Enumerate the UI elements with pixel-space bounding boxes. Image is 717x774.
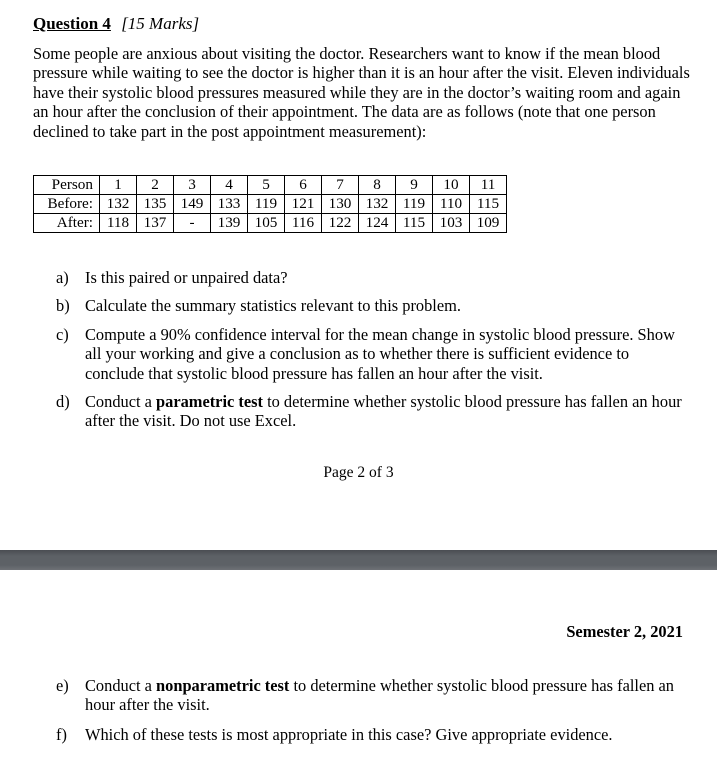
table-cell: 137	[137, 214, 174, 233]
table-cell: 132	[359, 195, 396, 214]
question-title	[33, 14, 199, 34]
table-cell: 3	[174, 176, 211, 195]
question-parts-page-2	[56, 676, 686, 744]
table-cell: 139	[211, 214, 248, 233]
table-cell: 132	[100, 195, 137, 214]
semester-header: Semester 2, 2021	[566, 622, 683, 641]
table-cell: 8	[359, 176, 396, 195]
table-cell: 118	[100, 214, 137, 233]
table-cell: 149	[174, 195, 211, 214]
question-part-a	[56, 268, 686, 287]
row-label: Before:	[34, 195, 100, 214]
table-row-person	[34, 176, 507, 195]
table-row-before	[34, 195, 507, 214]
table-cell: 103	[433, 214, 470, 233]
part-text-post: to determine whether systolic blood pressure has fallen an hour after the visit. Do not use Excel.	[85, 392, 682, 431]
table-cell: 109	[470, 214, 507, 233]
table-cell: 9	[396, 176, 433, 195]
table-row-after	[34, 214, 507, 233]
table-cell: 10	[433, 176, 470, 195]
table-cell: 11	[470, 176, 507, 195]
page-number: Page 2 of 3	[323, 464, 394, 481]
table-cell: 1	[100, 176, 137, 195]
part-label: f)	[56, 724, 67, 744]
part-text: Compute a 90% confidence interval for the mean change in systolic blood pressure. Show all your working and give a conclusion as to whether there is sufficient evidence to conclude that systolic blood pressure has fallen an hour after the visit.	[85, 324, 675, 383]
question-part-f	[56, 725, 686, 744]
part-label: b)	[56, 296, 70, 316]
table-cell: -	[174, 214, 211, 233]
table-cell: 7	[322, 176, 359, 195]
question-part-e	[56, 676, 686, 715]
table-cell: 133	[211, 195, 248, 214]
table-cell: 4	[211, 176, 248, 195]
table-cell: 121	[285, 195, 322, 214]
part-text-pre: Conduct a	[85, 392, 157, 412]
table-cell: 110	[433, 195, 470, 214]
page-2	[0, 570, 717, 774]
table-cell: 124	[359, 214, 396, 233]
question-marks: [15 Marks]	[121, 14, 200, 33]
table-cell: 115	[470, 195, 507, 214]
table-cell: 130	[322, 195, 359, 214]
table-cell: 115	[396, 214, 433, 233]
part-text-bold: parametric test	[156, 392, 263, 412]
row-label: After:	[34, 214, 100, 233]
question-intro: Some people are anxious about visiting the doctor. Researchers want to know if the mean blood pressure while waiting to see the doctor is higher than it is an hour after the visit. Eleven individuals have their systolic blood pressures measured while they are in the doctor’s waiting room and again an hour after the conclusion of their appointment. The data are as follows (note that one person declined to take part in the post appointment measurement):	[33, 44, 690, 141]
table-cell: 122	[322, 214, 359, 233]
part-text-bold: nonparametric test	[156, 676, 290, 695]
row-label: Person	[34, 176, 100, 195]
table-cell: 119	[248, 195, 285, 214]
table-cell: 6	[285, 176, 322, 195]
question-part-b	[56, 296, 686, 315]
question-number: Question 4	[33, 14, 111, 33]
table-cell: 119	[396, 195, 433, 214]
table-cell: 5	[248, 176, 285, 195]
part-label: e)	[56, 676, 69, 695]
question-parts-page-1	[56, 268, 686, 431]
page-separator	[0, 550, 717, 570]
part-text: Is this paired or unpaired data?	[85, 268, 288, 287]
part-text: Calculate the summary statistics relevant to this problem.	[85, 296, 461, 316]
part-label: c)	[56, 324, 69, 344]
part-label: d)	[56, 392, 70, 412]
question-part-c	[56, 325, 686, 383]
blood-pressure-table	[33, 175, 507, 233]
table-cell: 105	[248, 214, 285, 233]
question-part-d	[56, 392, 686, 431]
table-cell: 116	[285, 214, 322, 233]
part-label: a)	[56, 268, 69, 287]
part-text-pre: Conduct a	[85, 676, 157, 695]
part-text: Which of these tests is most appropriate in this case? Give appropriate evidence.	[85, 724, 613, 744]
table-cell: 135	[137, 195, 174, 214]
table-cell: 2	[137, 176, 174, 195]
part-text-post: to determine whether systolic blood pressure has fallen an hour after the visit.	[85, 676, 675, 715]
